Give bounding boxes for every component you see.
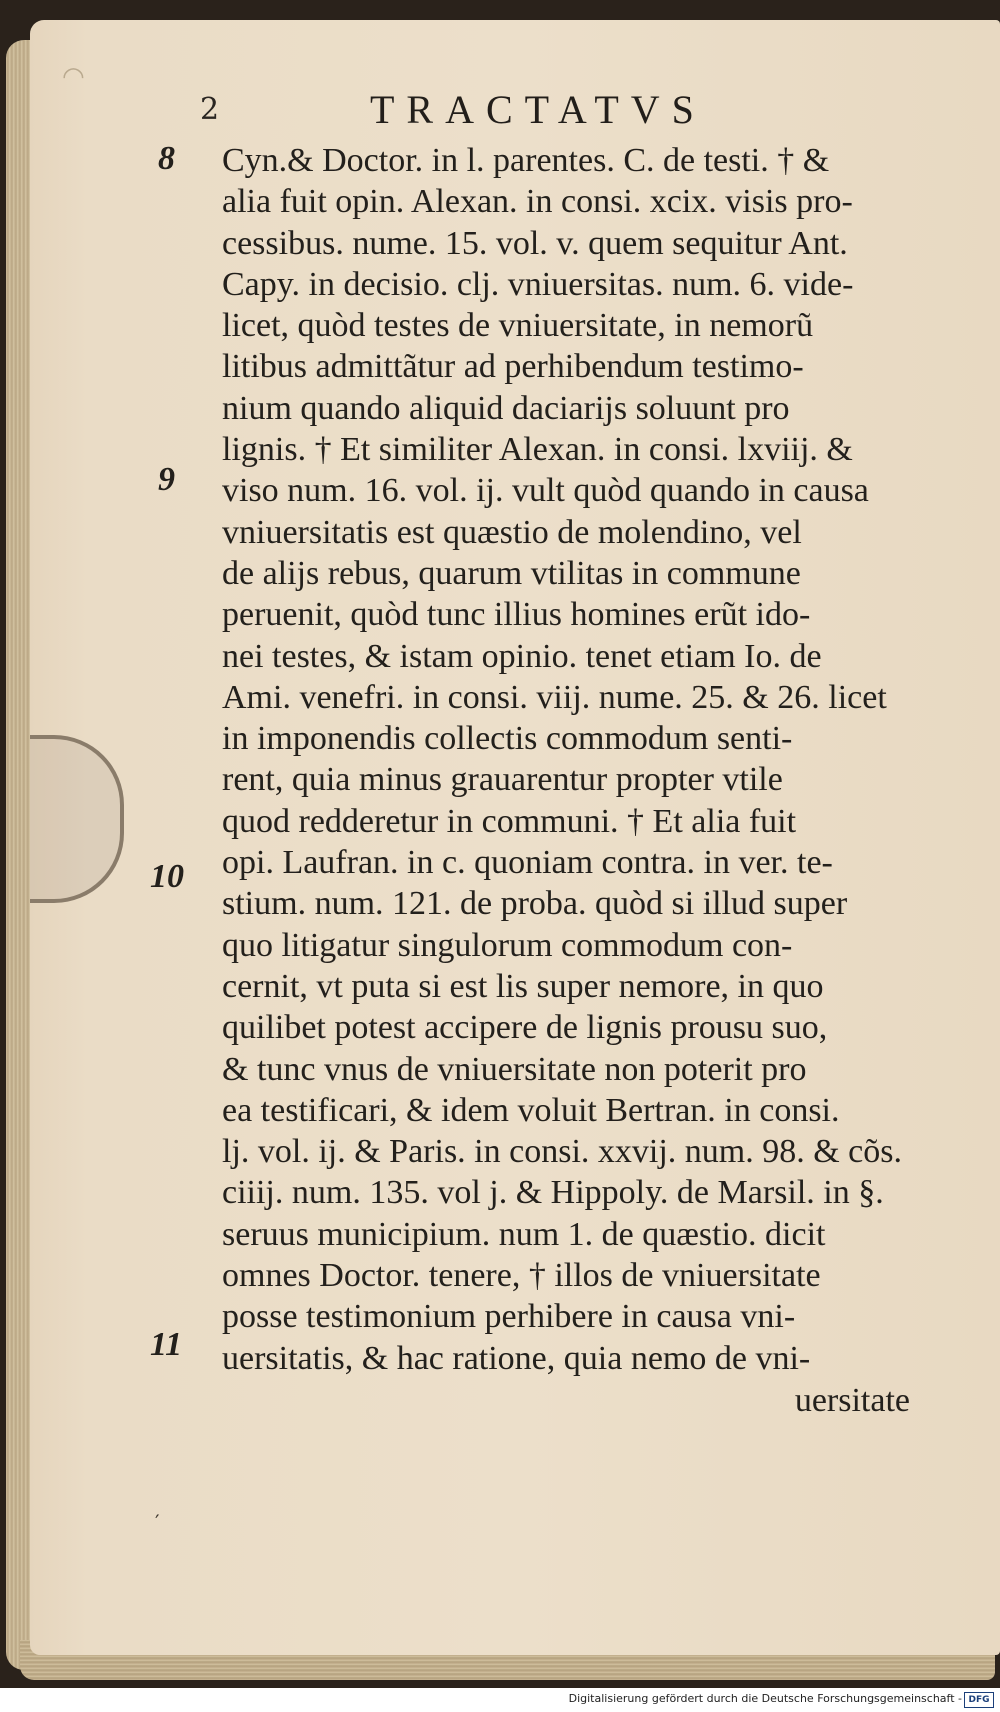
dfg-logo-icon: DFG [964, 1692, 994, 1708]
page-clip [30, 735, 124, 903]
text-line: posse testimonium perhibere in causa vni- [222, 1298, 796, 1336]
text-line: de alijs rebus, quarum vtilitas in commune [222, 554, 801, 592]
text-line: Ami. venefri. in consi. viij. nume. 25. & 26. licet [222, 678, 887, 716]
text-line: vniuersitatis est quæstio de molendino, vel [222, 513, 802, 551]
text-line: opi. Laufran. in c. quoniam contra. in ver. te- [222, 844, 833, 882]
text-line: rent, quia minus grauarentur propter vtile [222, 761, 783, 799]
margin-number: 9 [158, 461, 175, 498]
footer-bar [0, 1688, 1000, 1712]
text-line: Capy. in decisio. clj. vniuersitas. num. 6. vide- [222, 265, 854, 303]
body-text [222, 140, 912, 1379]
text-line: stium. num. 121. de proba. quòd si illud super [222, 885, 848, 923]
margin-number: 10 [150, 858, 184, 895]
text-line: viso num. 16. vol. ij. vult quòd quando in causa [222, 472, 869, 510]
text-line: alia fuit opin. Alexan. in consi. xcix. visis pro- [222, 183, 853, 221]
text-line: peruenit, quòd tunc illius homines erũt ido- [222, 596, 811, 634]
text-line: cernit, vt puta si est lis super nemore, in quo [222, 967, 824, 1005]
text-line: ciiij. num. 135. vol j. & Hippoly. de Marsil. in §. [222, 1174, 884, 1212]
text-line: licet, quòd testes de vniuersitate, in nemorũ [222, 307, 814, 345]
text-line: quod redderetur in communi. † Et alia fuit [222, 802, 797, 840]
text-line: Cyn.& Doctor. in l. parentes. C. de testi. † & [222, 142, 830, 179]
text-line: lignis. † Et similiter Alexan. in consi. lxviij. & [222, 431, 853, 469]
margin-number: 8 [158, 140, 175, 177]
catchword: uersitate [794, 1382, 910, 1419]
text-line: nium quando aliquid daciarijs soluunt pro [222, 389, 790, 427]
text-line: in imponendis collectis commodum senti- [222, 720, 793, 758]
footer-credit: Digitalisierung gefördert durch die Deutsche Forschungsgemeinschaft - [568, 1692, 962, 1705]
text-line: & tunc vnus de vniuersitate non poterit pro [222, 1050, 807, 1088]
text-line: ea testificari, & idem voluit Bertran. in consi. [222, 1091, 840, 1129]
ink-mark: ◠ [62, 62, 85, 92]
text-line: uersitatis, & hac ratione, quia nemo de vni- [222, 1339, 811, 1377]
text-line: quo litigatur singulorum commodum con- [222, 926, 793, 964]
page-number-mark: 2 [200, 92, 222, 127]
text-line: omnes Doctor. tenere, † illos de vniuersitate [222, 1257, 821, 1295]
text-line: lj. vol. ij. & Paris. in consi. xxvij. num. 98. & cõs. [222, 1133, 902, 1171]
text-line: nei testes, & istam opinio. tenet etiam Io. de [222, 637, 822, 675]
text-line: quilibet potest accipere de lignis prousu suo, [222, 1009, 828, 1047]
text-line: seruus municipium. num 1. de quæstio. dicit [222, 1215, 826, 1253]
margin-number: 11 [150, 1326, 183, 1363]
text-line: cessibus. nume. 15. vol. v. quem sequitur Ant. [222, 224, 848, 262]
ink-mark: ′ [155, 1510, 160, 1534]
text-line: litibus admittãtur ad perhibendum testimo- [222, 348, 804, 386]
running-title: TRACTATVS [370, 87, 706, 132]
